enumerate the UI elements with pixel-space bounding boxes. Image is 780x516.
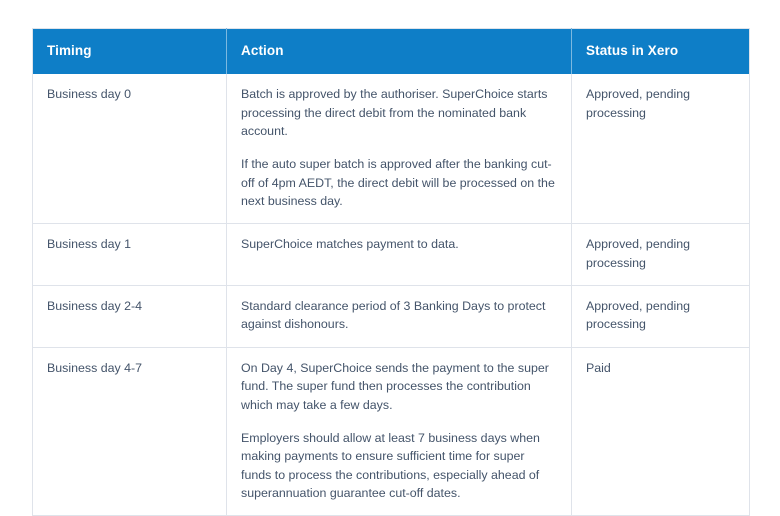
action-paragraph: Employers should allow at least 7 business days when making payments to ensure sufficient time for super funds to process the contributions, especially ahead of superannuation guarantee cut-off dates. <box>241 430 540 500</box>
cell-status <box>572 347 750 516</box>
cell-action <box>227 347 572 516</box>
cell-status <box>572 224 750 286</box>
table-row <box>33 74 750 224</box>
status-text: Paid <box>586 360 611 375</box>
cell-status <box>572 286 750 348</box>
action-paragraph: If the auto super batch is approved after the banking cut-off of 4pm AEDT, the direct debit will be processed on the next business day. <box>241 157 555 208</box>
timing-text: Business day 4-7 <box>47 360 143 375</box>
table-row <box>33 224 750 286</box>
column-header-timing: Timing <box>33 29 227 75</box>
table-header-row <box>33 29 750 75</box>
column-header-action: Action <box>227 29 572 75</box>
cell-action <box>227 224 572 286</box>
timeline-table-container <box>32 28 749 516</box>
auto-super-timeline-table <box>32 28 750 516</box>
cell-action <box>227 286 572 348</box>
table-row <box>33 286 750 348</box>
timing-text: Business day 0 <box>47 87 132 102</box>
cell-timing <box>33 347 227 516</box>
cell-timing <box>33 224 227 286</box>
cell-timing <box>33 74 227 224</box>
column-header-status: Status in Xero <box>572 29 750 75</box>
status-text: Approved, pending processing <box>586 87 691 120</box>
cell-status <box>572 74 750 224</box>
action-paragraph: SuperChoice matches payment to data. <box>241 237 459 252</box>
action-paragraph: On Day 4, SuperChoice sends the payment to the super fund. The super fund then processes the contribution which may take a few days. <box>241 360 549 412</box>
table-row <box>33 347 750 516</box>
timing-text: Business day 1 <box>47 237 132 252</box>
timing-text: Business day 2-4 <box>47 299 143 314</box>
cell-timing <box>33 286 227 348</box>
cell-action <box>227 74 572 224</box>
table-header <box>33 29 750 75</box>
status-text: Approved, pending processing <box>586 237 691 270</box>
status-text: Approved, pending processing <box>586 299 691 332</box>
table-body <box>33 74 750 516</box>
action-paragraph: Standard clearance period of 3 Banking Days to protect against dishonours. <box>241 299 546 332</box>
action-paragraph: Batch is approved by the authoriser. SuperChoice starts processing the direct debit from the nominated bank account. <box>241 87 548 138</box>
